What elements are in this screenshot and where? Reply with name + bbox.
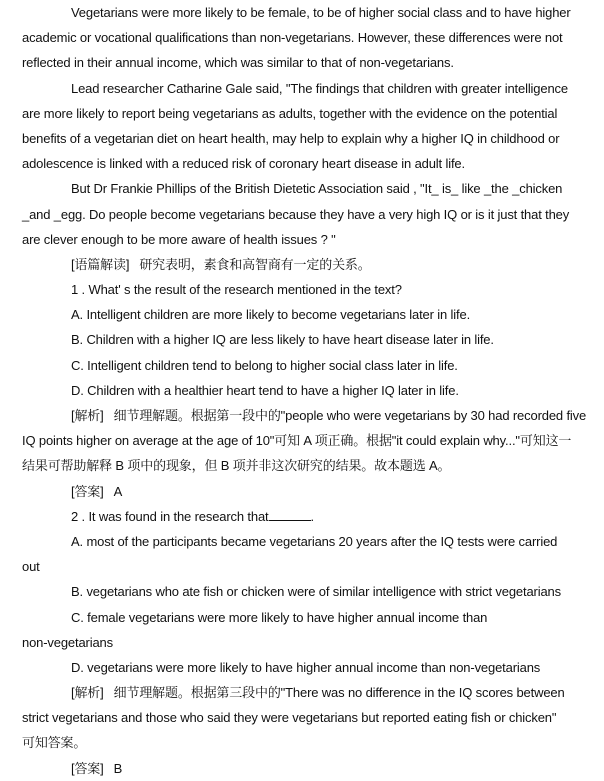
option-b: B. Children with a higher IQ are less likely to have heart disease later in life.: [71, 332, 494, 348]
answer-blank: [269, 509, 311, 521]
analysis-line: IQ points higher on average at the age of 10"可知 A 项正确。根据"it could explain why..."可知这一: [22, 433, 572, 449]
answer: [22, 756, 578, 781]
analysis-line: 结果可帮助解释 B 项中的现象，但 B 项并非这次研究的结果。故本题选 A。: [22, 458, 451, 474]
answer: [22, 479, 578, 504]
summary-tag: [语篇解读]: [71, 256, 130, 272]
passage-line: But Dr Frankie Phillips of the British Dietetic Association said , "It_ is_ like _the _chicken: [71, 181, 563, 197]
answer-value: A: [113, 483, 123, 499]
question-1: [22, 277, 587, 504]
analysis: [22, 403, 587, 428]
analysis-text: 细节理解题。根据第一段中的"people who were vegetarians by 30 had recorded five: [113, 408, 587, 423]
option-a: A. most of the participants became vegetarians 20 years after the IQ tests were carried: [71, 533, 558, 549]
passage-line: _and _egg. Do people become vegetarians because they have a very high IQ or is it just that they: [22, 206, 570, 222]
question-stem: 1 . What' s the result of the research mentioned in the text?: [71, 282, 402, 298]
option-c: C. female vegetarians were more likely to have higher annual income than: [71, 609, 488, 625]
option-a-continued: out: [22, 559, 40, 575]
analysis-tag: [解析]: [71, 685, 104, 701]
question-2: [22, 504, 578, 781]
passage-line: are clever enough to be more aware of health issues ? ": [22, 231, 336, 247]
passage-line: academic or vocational qualifications than non-vegetarians. However, these differences were not: [22, 30, 563, 46]
question-stem: [22, 504, 578, 529]
summary-text: 研究表明，素食和高智商有一定的关系。: [139, 256, 371, 272]
option-d: D. Children with a healthier heart tend to have a higher IQ later in life.: [71, 382, 459, 398]
answer-tag: [答案]: [71, 483, 104, 499]
option-c-continued: non-vegetarians: [22, 634, 113, 650]
passage-line: are more likely to report being vegetarians as adults, together with the evidence on the potential: [22, 105, 558, 121]
summary: [22, 252, 578, 277]
analysis-text: 细节理解题。根据第三段中的"There was no difference in the IQ scores between: [113, 685, 565, 701]
option-d: D. vegetarians were more likely to have higher annual income than non-vegetarians: [71, 659, 541, 675]
passage-line: adolescence is linked with a reduced risk of coronary heart disease in adult life.: [22, 156, 465, 172]
question-stem-text: 2 . It was found in the research that: [71, 508, 269, 524]
question-stem-end: .: [310, 508, 314, 524]
option-c: C. Intelligent children tend to belong to higher social class later in life.: [71, 357, 458, 373]
passage-line: benefits of a vegetarian diet on heart health, may help to explain why a higher IQ in childhood or: [22, 130, 560, 146]
analysis-tag: [解析]: [71, 408, 104, 423]
analysis: [22, 680, 578, 705]
option-b: B. vegetarians who ate fish or chicken were of similar intelligence with strict vegetarians: [71, 584, 561, 600]
analysis-line: 可知答案。: [22, 735, 87, 751]
analysis-line: strict vegetarians and those who said they were vegetarians but reported eating fish or chicken": [22, 710, 557, 726]
passage-line: reflected in their annual income, which was similar to that of non-vegetarians.: [22, 55, 454, 71]
passage-line: Lead researcher Catharine Gale said, "The findings that children with greater intelligence: [71, 80, 568, 96]
answer-value: B: [113, 760, 123, 776]
answer-tag: [答案]: [71, 760, 104, 776]
passage-line: Vegetarians were more likely to be female, to be of higher social class and to have higher: [71, 5, 571, 20]
option-a: A. Intelligent children are more likely to become vegetarians later in life.: [71, 307, 471, 323]
